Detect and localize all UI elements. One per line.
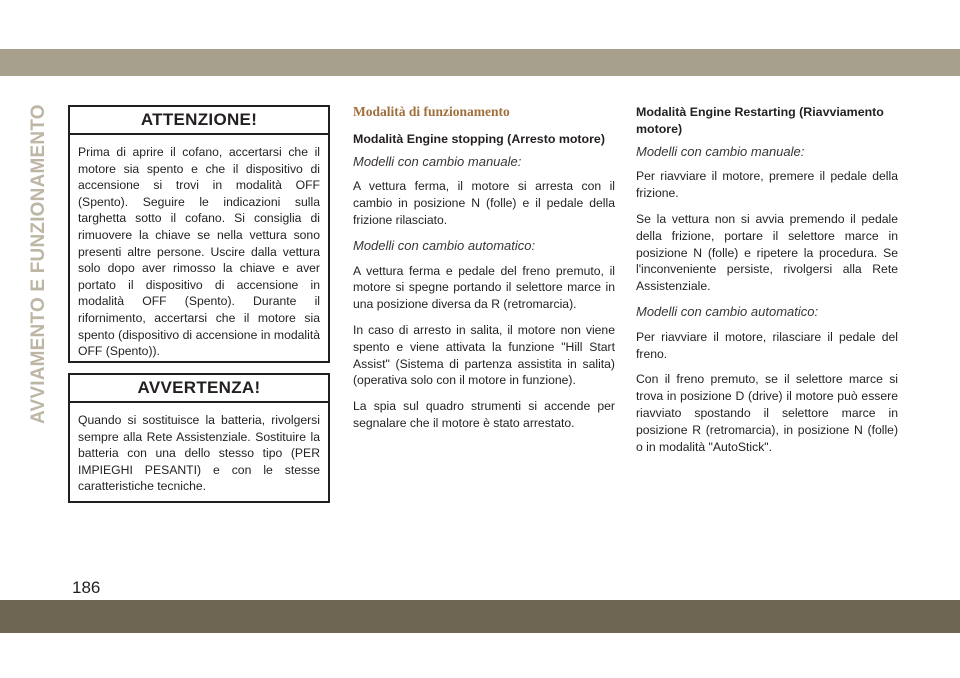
manual-stop-text: A vettura ferma, il motore si arresta con il cambio in posizione N (folle) e il pedale della frizione rilasciato. — [353, 179, 615, 227]
page-number: 186 — [72, 578, 101, 597]
warning-lamp-text: La spia sul quadro strumenti si accende per segnalare che il motore è stato arrestato. — [353, 399, 615, 430]
advice-box — [68, 373, 330, 503]
middle-column — [353, 104, 615, 441]
warning-title: ATTENZIONE! — [70, 107, 328, 135]
manual-models-title-2: Modelli con cambio manuale: — [636, 143, 805, 159]
hill-start-text: In caso di arresto in salita, il motore non viene spento e viene attivata la funzione "Hill Start Assist" (Sistema di partenza assistita in salita) (operativa solo con il motore in funzione). — [353, 322, 615, 388]
automatic-models-title-2: Modelli con cambio automatico: — [636, 303, 819, 319]
footer-band — [0, 600, 960, 633]
advice-text: Quando si sostituisce la batteria, rivolgersi sempre alla Rete Assistenziale. Sostituire la batteria con una dello stesso tipo (PER IMPIEGHI PESANTI) e con le stesse caratteristiche tecniche. — [78, 413, 320, 494]
engine-restarting-title: Modalità Engine Restarting (Riavviamento motore) — [636, 105, 884, 136]
warning-box — [68, 105, 330, 363]
advice-title: AVVERTENZA! — [70, 375, 328, 403]
header-band — [0, 49, 960, 76]
automatic-models-title: Modelli con cambio automatico: — [353, 237, 536, 253]
manual-restart-text: Per riavviare il motore, premere il pedale della frizione. — [636, 169, 898, 201]
automatic-restart-text-2: Con il freno premuto, se il selettore marce si trova in posizione D (drive) il motore può essere riavviato spostando il selettore marce in posizione R (retromarcia), in posizione N (folle) o in modalità "AutoStick". — [636, 372, 898, 454]
right-column — [636, 104, 898, 464]
chapter-side-label: AVVIAMENTO E FUNZIONAMENTO — [28, 104, 49, 424]
manual-restart-text-2: Se la vettura non si avvia premendo il pedale della frizione, portare il selettore marce in posizione N (folle) e ripetere la procedura. Se l'inconveniente persiste, rivolgersi alla Rete Assistenziale. — [636, 211, 898, 294]
manual-models-title: Modelli con cambio manuale: — [353, 153, 522, 169]
automatic-stop-text: A vettura ferma e pedale del freno premuto, il motore si spegne portando il selettore marce in una posizione diversa da R (retromarcia). — [353, 263, 615, 312]
section-title: Modalità di funzionamento — [353, 104, 510, 119]
engine-stopping-title: Modalità Engine stopping (Arresto motore) — [353, 131, 605, 146]
automatic-restart-text: Per riavviare il motore, rilasciare il pedale del freno. — [636, 329, 898, 361]
warning-text: Prima di aprire il cofano, accertarsi che il motore sia spento e che il dispositivo di accensione si trovi in modalità OFF (Spento). Seguire le indicazioni sulla targhetta sotto il cofano. Si consiglia di rimuovere la chiave se nella vettura sono presenti altre persone. Uscire dalla vettura solo dopo aver rimosso la chiave e aver portato il dispositivo di accensione in modalità OFF (Spento). Durante il rifornimento, accertarsi che il motore sia spento (dispositivo di accensione in modalità OFF (Spento)). — [78, 145, 320, 359]
